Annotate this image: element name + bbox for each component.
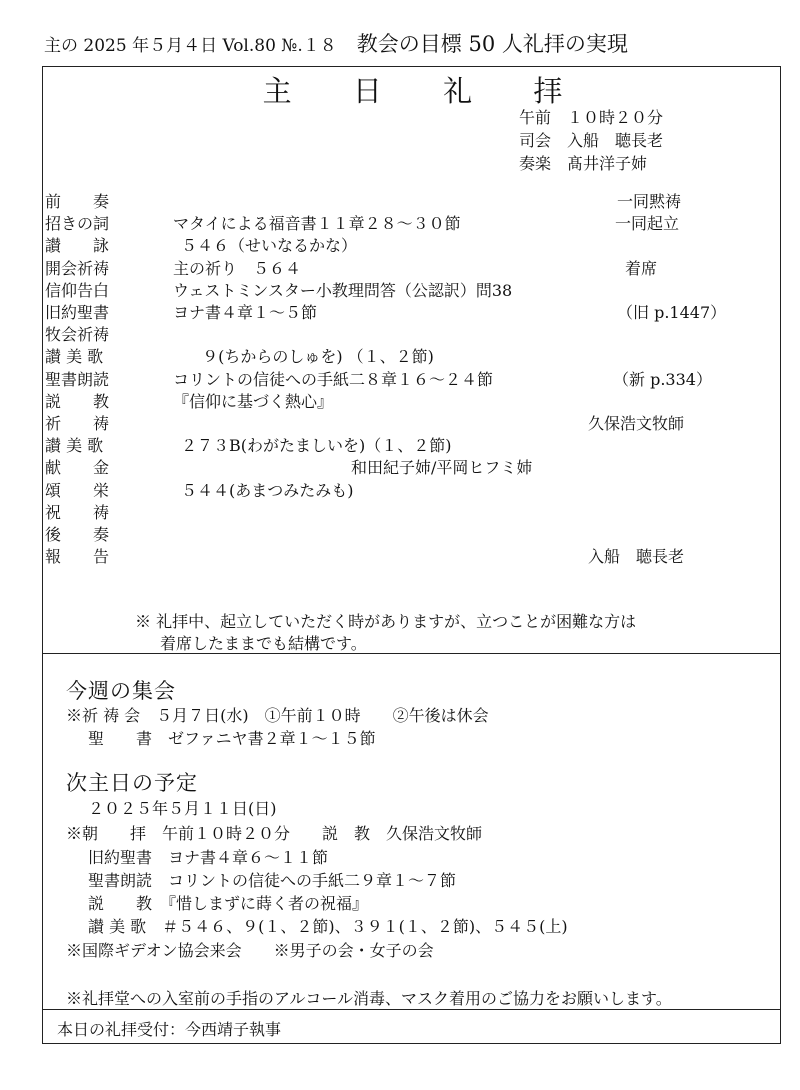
issue-line: 主の 2025 年５月４日 Vol.80 №.１８ [44, 36, 337, 56]
order-row [45, 211, 780, 234]
next-morning-service: ※朝 拝 午前１０時２０分 説 教 久保浩文牧師 [66, 824, 483, 843]
order-item-note: 一同起立 [615, 214, 680, 234]
order-item-content: 主の祈り ５６４ [173, 258, 302, 278]
next-events: ※国際ギデオン協会来会 ※男子の会・女子の会 [66, 941, 434, 960]
order-item-label: 祈 祷 [45, 414, 110, 433]
order-item-note: 着席 [625, 258, 658, 278]
service-time: 午前 １０時２０分 [519, 108, 664, 127]
order-item-note: （旧 p.1447） [617, 303, 727, 322]
order-row [45, 189, 780, 212]
order-row [45, 300, 780, 323]
bulletin-header [44, 28, 628, 58]
order-row [45, 344, 780, 367]
order-item-content: コリントの信徒への手紙二８章１６～２４節 [173, 369, 494, 389]
divider-top [43, 653, 780, 654]
covid-note: ※礼拝堂への入室前の手指のアルコール消毒、マスク着用のご協力をお願いします。 [66, 989, 672, 1008]
order-item-label: 讃 美 歌 [45, 347, 104, 367]
order-row [45, 278, 780, 301]
order-row [45, 389, 780, 412]
order-item-label: 信仰告白 [45, 280, 110, 300]
prayer-meeting-bible: 聖 書 ゼファニヤ書２章１～１５節 [88, 729, 376, 748]
order-item-note: 入船 聴長老 [588, 547, 685, 567]
order-item-label: 祝 祷 [45, 502, 110, 522]
order-item-label: 招きの詞 [45, 214, 110, 234]
order-item-label: 開会祈祷 [45, 258, 110, 278]
service-organist: 奏楽 髙井洋子姉 [519, 154, 648, 173]
church-goal: 教会の目標 50 人礼拝の実現 [356, 32, 628, 56]
order-item-content: ９(ちからのしゅを) （１、２節) [181, 347, 434, 367]
order-item-label: 讃 詠 [45, 236, 110, 256]
order-item-note: （新 p.334） [613, 369, 712, 389]
reception-note: 本日の礼拝受付：今西靖子執事 [57, 1020, 282, 1039]
order-item-label: 牧会祈祷 [45, 325, 110, 345]
notice-line-2: 着席したままでも結構です。 [160, 634, 367, 653]
notice-line-1: ※ 礼拝中、起立していただく時がありますが、立つことが困難な方は [135, 612, 637, 631]
order-row [45, 500, 780, 523]
order-row [45, 233, 780, 256]
next-ot-reading: 旧約聖書 ヨナ書４章６～１１節 [88, 848, 329, 867]
order-item-content: 『信仰に基づく熱心』 [173, 391, 334, 411]
this-week-title: 今週の集会 [66, 679, 176, 703]
order-row [45, 433, 780, 456]
order-item-label: 前 奏 [45, 192, 110, 211]
divider-bottom [43, 1009, 780, 1010]
order-row [45, 256, 780, 279]
prayer-meeting: ※祈 祷 会 ５月７日(水) ①午前１０時 ②午後は休会 [66, 706, 489, 725]
order-item-content: 和田紀子姉/平岡ヒフミ姉 [351, 458, 533, 478]
order-row [45, 478, 780, 501]
order-item-content: マタイによる福音書１１章２８～３０節 [173, 214, 461, 234]
order-item-content: ５４６（せいなるかな） [181, 236, 358, 256]
order-item-label: 聖書朗読 [45, 369, 110, 389]
next-sunday-date: ２０２５年５月１１日(日) [88, 799, 277, 818]
service-title: 主 日 礼 拝 [262, 74, 589, 108]
order-row [45, 411, 780, 434]
order-item-content: ２７３B(わがたましいを)（１、２節) [181, 436, 452, 456]
service-presider: 司会 入船 聴長老 [519, 131, 664, 150]
order-item-label: 献 金 [45, 458, 110, 478]
order-row [45, 367, 780, 390]
order-row [45, 522, 780, 545]
order-item-label: 後 奏 [45, 525, 110, 544]
order-item-note: 一同黙祷 [617, 192, 682, 211]
next-nt-reading: 聖書朗読 コリントの信徒への手紙二９章１～７節 [88, 871, 457, 890]
bulletin-frame [42, 66, 781, 1044]
order-item-label: 旧約聖書 [45, 303, 110, 322]
order-row [45, 322, 780, 345]
next-sermon: 説 教 『惜しまずに蒔く者の祝福』 [88, 894, 369, 913]
order-item-label: 頌 栄 [45, 480, 110, 500]
order-item-label: 説 教 [45, 391, 110, 411]
order-row [45, 455, 780, 478]
order-row [45, 544, 780, 567]
order-item-note: 久保浩文牧師 [588, 414, 685, 433]
order-item-label: 讃 美 歌 [45, 436, 104, 456]
order-item-content: ウェストミンスター小教理問答（公認訳）問38 [173, 280, 513, 300]
order-item-content: ５４４(あまつみたみも) [181, 480, 354, 500]
order-item-label: 報 告 [45, 547, 110, 567]
order-item-content: ヨナ書４章１～５節 [173, 303, 318, 322]
next-hymns: 讃 美 歌 ＃５４６、９(１、２節)、３９１(１、２節)、５４５(上) [88, 917, 568, 936]
next-sunday-title: 次主日の予定 [66, 771, 198, 795]
